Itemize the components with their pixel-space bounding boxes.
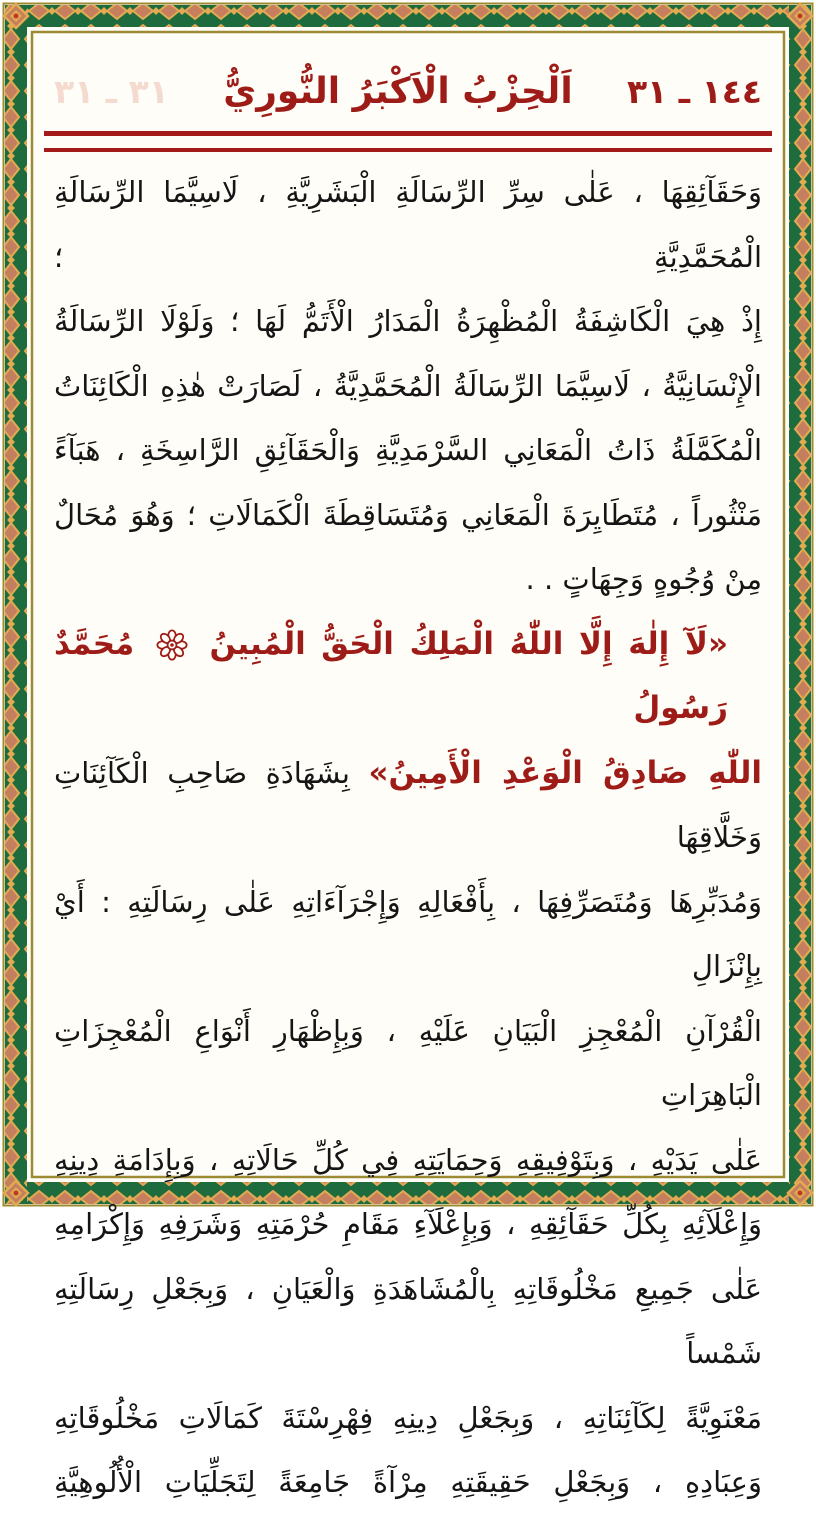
body-text (54, 160, 762, 1515)
text-line: الْإِنْسَانِيَّةُ ، لَاسِيَّمَا الرِّسَالَةُ الْمُحَمَّدِيَّةُ ، لَصَارَتْ هٰذِهِ الْكَائِنَاتُ (54, 368, 762, 403)
text-line: وَعِبَادِهِ ، وَبِجَعْلِ حَقِيقَتِهِ مِرْآةً جَامِعَةً لِتَجَلِّيَاتِ الْأُلُوهِيَّةِ (54, 1465, 762, 1499)
text-line: إِذْ هِيَ الْكَاشِفَةُ الْمُظْهِرَةُ الْمَدَارُ الْأَتَمُّ لَهَا ؛ وَلَوْلَا الرِّسَالَةُ (54, 304, 762, 338)
page-title: اَلْحِزْبُ الْاَكْبَرُ النُّورِيُّ (223, 70, 573, 112)
body-text-segment: بِشَهَادَةِ صَاحِبِ الْكَآئِنَاتِ وَخَلَّاقِهَا (54, 755, 762, 854)
text-line: الْقُرْآنِ الْمُعْجِزِ الْبَيَانِ عَلَيْهِ ، وَبِإِظْهَارِ أَنْوَاعِ الْمُعْجِزَاتِ الْبَاهِرَاتِ (54, 1013, 762, 1112)
page-number-showthrough: ٣١ ـ ٣١ (54, 71, 169, 111)
quote-text: «لَآ إِلٰهَ إِلَّا اللّٰهُ الْمَلِكُ الْحَقُّ الْمُبِينُ (209, 625, 729, 662)
text-line: الْمُكَمَّلَةُ ذَاتُ الْمَعَانِي السَّرْمَدِيَّةِ وَالْحَقَآئِقِ الرَّاسِخَةِ ، هَبَآءً (54, 433, 762, 467)
shahada-quote-line (54, 612, 762, 741)
quote-text: اللّٰهِ صَادِقُ الْوَعْدِ الْأَمِينُ» (368, 754, 762, 791)
text-line: وَإِعْلَآئِهِ بِكُلِّ حَقَآئِقِهِ ، وَبِإِعْلَآءِ مَقَامِ حُرْمَتِهِ وَشَرَفِهِ وَإِكْرَامِهِ (54, 1207, 762, 1241)
text-line: وَمُدَبِّرِهَا وَمُتَصَرِّفِهَا ، بِأَفْعَالِهِ وَإِجْرَآءَاتِهِ عَلٰى رِسَالَتِهِ : أَيْ بِإِنْزَالِ (54, 884, 762, 983)
quote-text: مُحَمَّدٌ رَسُولُ (54, 625, 728, 726)
header-divider-rule (44, 131, 772, 152)
text-line: مَنْثُوراً ، مُتَطَايِرَةَ الْمَعَانِي وَمُتَسَاقِطَةَ الْكَمَالَاتِ ؛ وَهُوَ مُحَالٌ (54, 497, 762, 532)
page-number: ١٤٤ ـ ٣١ (627, 71, 762, 111)
text-line: مِنْ وُجُوهٍ وَجِهَاتٍ . . (525, 562, 762, 596)
rosette-icon (156, 629, 188, 661)
text-line: وَحَقَآئِقِهَا ، عَلٰى سِرِّ الرِّسَالَةِ الْبَشَرِيَّةِ ، لَاسِيَّمَا الرِّسَالَةِ الْمُحَمَّدِيَّةِ ؛ (54, 175, 762, 274)
page-header (54, 60, 762, 122)
mixed-text-line (54, 741, 762, 870)
text-line: عَلٰى يَدَيْهِ ، وَبِتَوْفِيقِهِ وَحِمَايَتِهِ فِي كُلِّ حَالَاتِهِ ، وَبِإِدَامَةِ دِينِهِ (54, 1142, 762, 1177)
text-line: مَعْنَوِيَّةً لِكَآئِنَاتِهِ ، وَبِجَعْلِ دِينِهِ فِهْرِسْتَةَ كَمَالَاتِ مَخْلُوقَاتِهِ (54, 1400, 762, 1435)
page-content (40, 36, 776, 1515)
text-line: عَلٰى جَمِيعِ مَخْلُوقَاتِهِ بِالْمُشَاهَدَةِ وَالْعَيَانِ ، وَبِجَعْلِ رِسَالَتِهِ شَمْساً (54, 1271, 762, 1370)
